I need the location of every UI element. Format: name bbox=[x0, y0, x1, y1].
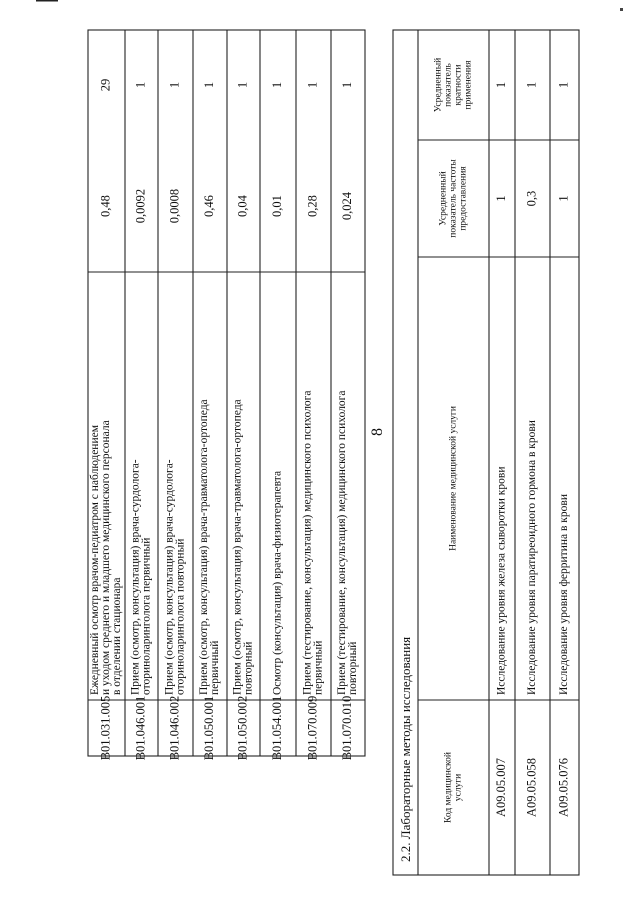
service-name: Прием (осмотр, консультация) врача-травматолога-ортопеда bbox=[198, 399, 211, 695]
service-code: B01.031.005 bbox=[98, 695, 113, 761]
table1-row bbox=[302, 82, 325, 760]
frequency-value: 1 bbox=[493, 195, 508, 202]
header-code: Код медицинской bbox=[443, 751, 454, 824]
multiplicity-value: 1 bbox=[556, 81, 571, 89]
service-code: B01.070.009 bbox=[305, 695, 320, 761]
multiplicity-value: 29 bbox=[98, 78, 113, 92]
table2-row bbox=[494, 82, 508, 817]
table2-grid bbox=[393, 30, 579, 875]
table1-row bbox=[130, 82, 153, 760]
table1-row bbox=[232, 82, 255, 760]
frequency-value: 0,28 bbox=[305, 195, 320, 217]
multiplicity-value: 1 bbox=[201, 81, 216, 89]
service-name: повторный bbox=[347, 641, 360, 695]
frequency-value: 0,0092 bbox=[133, 188, 148, 224]
table1-row bbox=[89, 79, 123, 761]
table1-row bbox=[270, 82, 284, 760]
header-mult: показатель bbox=[443, 63, 454, 107]
service-code: A09.05.058 bbox=[524, 757, 539, 818]
header-freq: Усредненный bbox=[438, 171, 449, 226]
frequency-value: 0,3 bbox=[524, 190, 539, 207]
service-name: Осмотр (консультация) врача-физиотерапевта bbox=[271, 470, 284, 695]
service-name: Исследование уровня ферритина в крови bbox=[558, 494, 571, 695]
frequency-value: 1 bbox=[556, 195, 571, 202]
service-code: B01.046.002 bbox=[167, 695, 182, 761]
header-code: услуги bbox=[453, 773, 464, 802]
service-code: A09.05.007 bbox=[493, 757, 508, 818]
multiplicity-value: 1 bbox=[235, 81, 250, 89]
header-freq: показатель частоты bbox=[448, 159, 459, 238]
service-name: оториноларинголога первичный bbox=[140, 537, 153, 695]
service-name: первичный bbox=[209, 640, 222, 695]
page-number: 8 bbox=[369, 428, 386, 436]
table2-row bbox=[556, 82, 570, 817]
service-name: Ежедневный осмотр врачом-педиатром с наблюдением bbox=[89, 425, 102, 695]
service-name: Прием (осмотр, консультация) врача-сурдолога- bbox=[129, 459, 142, 695]
header-mult: применения bbox=[463, 60, 474, 110]
service-name: Прием (тестирование, консультация) медицинского психолога bbox=[336, 390, 349, 695]
multiplicity-value: 1 bbox=[524, 81, 539, 89]
multiplicity-value: 1 bbox=[305, 81, 320, 89]
service-name: повторный bbox=[242, 641, 255, 695]
scan-dot bbox=[620, 8, 623, 11]
multiplicity-value: 1 bbox=[167, 81, 182, 89]
frequency-value: 0,48 bbox=[98, 195, 113, 217]
table1 bbox=[89, 79, 359, 761]
service-name: в отделении стационара bbox=[111, 577, 124, 695]
service-name: Прием (осмотр, консультация) врача-травматолога-ортопеда bbox=[231, 399, 244, 695]
service-name: Исследование уровня железа сыворотки крови bbox=[495, 466, 508, 695]
frequency-value: 0,04 bbox=[235, 195, 250, 217]
table1-row bbox=[164, 82, 187, 760]
frequency-value: 0,46 bbox=[201, 195, 216, 217]
service-name: Прием (осмотр, консультация) врача-сурдолога- bbox=[163, 459, 176, 695]
service-name: оториноларинголога повторный bbox=[174, 538, 187, 695]
section-title: 2.2. Лабораторные методы исследования bbox=[398, 636, 413, 862]
table1-row bbox=[336, 82, 359, 760]
table1-row bbox=[198, 82, 221, 760]
service-code: B01.046.001 bbox=[133, 695, 148, 761]
multiplicity-value: 1 bbox=[269, 81, 284, 89]
service-name: Прием (тестирование, консультация) медицинского психолога bbox=[301, 390, 314, 695]
service-code: A09.05.076 bbox=[556, 757, 571, 818]
service-code: B01.070.010 bbox=[339, 695, 354, 761]
service-name: Исследование уровня паратиреоидного гормона в крови bbox=[526, 420, 539, 695]
service-code: B01.054.001 bbox=[269, 695, 284, 761]
frequency-value: 0,01 bbox=[269, 195, 284, 217]
frequency-value: 0,0008 bbox=[167, 188, 182, 224]
header-mult: Усредненный bbox=[433, 57, 444, 113]
service-name: и уходом среднего и младшего медицинского персонала bbox=[100, 420, 113, 695]
service-code: B01.050.001 bbox=[201, 695, 216, 761]
header-mult: кратности bbox=[453, 64, 464, 106]
multiplicity-value: 1 bbox=[133, 81, 148, 89]
service-name: первичный bbox=[312, 640, 325, 695]
multiplicity-value: 1 bbox=[493, 81, 508, 89]
header-name: Наименование медицинской услуги bbox=[448, 406, 459, 551]
frequency-value: 0,024 bbox=[339, 191, 354, 221]
header-freq: предоставления bbox=[458, 166, 469, 231]
multiplicity-value: 1 bbox=[339, 81, 354, 89]
table2-row bbox=[524, 82, 538, 817]
service-code: B01.050.002 bbox=[235, 695, 250, 761]
